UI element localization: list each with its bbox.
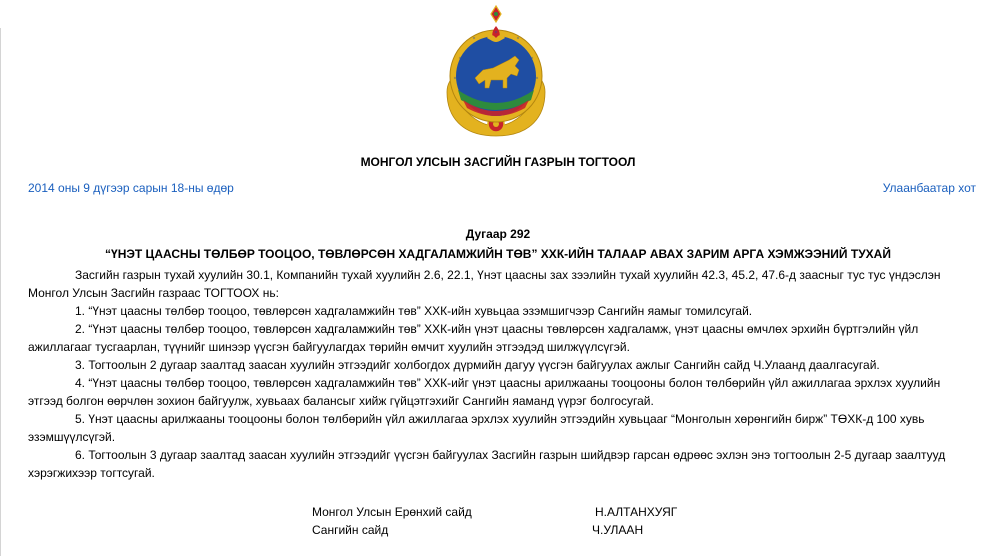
clause-paragraph: 4. “Үнэт цаасны төлбөр тооцоо, төвлөрсөн хадгаламжийн төв” ХХК-ийг үнэт цаасны арилжааны тооцооны болон төлбөрийн үйл ажиллагаа эрхлэх хуулийн этгээд болгон өөрчлөн зохион байгуулж, хувьаах балансыг хийж гүйцэтгэхийг Сангийн яаманд үүрэг болгосугай. [28, 376, 941, 408]
clause-paragraph: 6. Тогтоолын 3 дугаар заалтад заасан хуулийн этгээдийг үүсгэн байгуулах Засгийн газрын шийдвэр гарсан өдрөөс эхлэн энэ тогтоолын 2-5 дугаар заалтууд хэрэгжихээр тогтсугай. [28, 448, 946, 480]
clause-paragraph: 1. “Үнэт цаасны төлбөр тооцоо, төвлөрсөн хадгаламжийн төв” ХХК-ийн хувьцаа эзэмшигчээр Сангийн яамыг томилсугай. [75, 304, 753, 318]
preamble-paragraph: Засгийн газрын тухай хуулийн 30.1, Компанийн тухай хуулийн 2.6, 22.1, Үнэт цаасны зах зээлийн тухай хуулийн 42.3, 45.2, 47.6-д заасныг тус тус үндэслэн Монгол Улсын Засгийн газраас ТОГТООХ нь: [28, 268, 941, 300]
document-city: Улаанбаатар хот [882, 181, 976, 195]
clause-paragraph: 2. “Үнэт цаасны төлбөр тооцоо, төвлөрсөн хадгаламжийн төв” ХХК-ийн үнэт цаасны төвлөрсөн хадгаламж, үнэт цаасны өмчлөх эрхийн бүртгэлийн үйл ажиллагааг тусгаарлан, түүнийг шинээр үүсгэн байгуулагдах төрийн өмчит хуулийн этгээдэд шилжүүлсүгэй. [28, 322, 919, 354]
signature-role-finance-minister: Сангийн сайд [312, 523, 389, 537]
signature-role-prime-minister: Монгол Улсын Ерөнхий сайд [312, 505, 472, 519]
document-title: МОНГОЛ УЛСЫН ЗАСГИЙН ГАЗРЫН ТОГТООЛ [360, 155, 636, 169]
document-subject: “ҮНЭТ ЦААСНЫ ТӨЛБӨР ТООЦОО, ТӨВЛӨРСӨН ХАДГАЛАМЖИЙН ТӨВ” ХХК-ИЙН ТАЛААР АВАХ ЗАРИМ АРГА ХЭМЖЭЭНИЙ ТУХАЙ [105, 247, 891, 261]
clause-paragraph: 5. Үнэт цаасны арилжааны тооцооны болон төлбөрийн үйл ажиллагаа эрхлэх хуулийн этгээдийн хувьцааг “Монголын хөрөнгийн бирж” ТӨХК-д 100 хувь эзэмшүүлсүгэй. [28, 412, 925, 444]
signature-name-finance-minister: Ч.УЛААН [592, 523, 644, 537]
document-date: 2014 оны 9 дүгээр сарын 18-ны өдөр [28, 181, 234, 195]
left-border-line [0, 28, 1, 556]
signature-name-prime-minister: Н.АЛТАНХУЯГ [595, 505, 678, 519]
mongolia-state-emblem-icon [441, 4, 551, 138]
clause-paragraph: 3. Тогтоолын 2 дугаар заалтад заасан хуулийн этгээдийг холбогдох дүрмийн дагуу үүсгэн байгуулах ажлыг Сангийн сайд Ч.Улаанд даалгасугай. [75, 358, 880, 372]
document-number: Дугаар 292 [465, 227, 531, 241]
document-body [28, 266, 974, 482]
